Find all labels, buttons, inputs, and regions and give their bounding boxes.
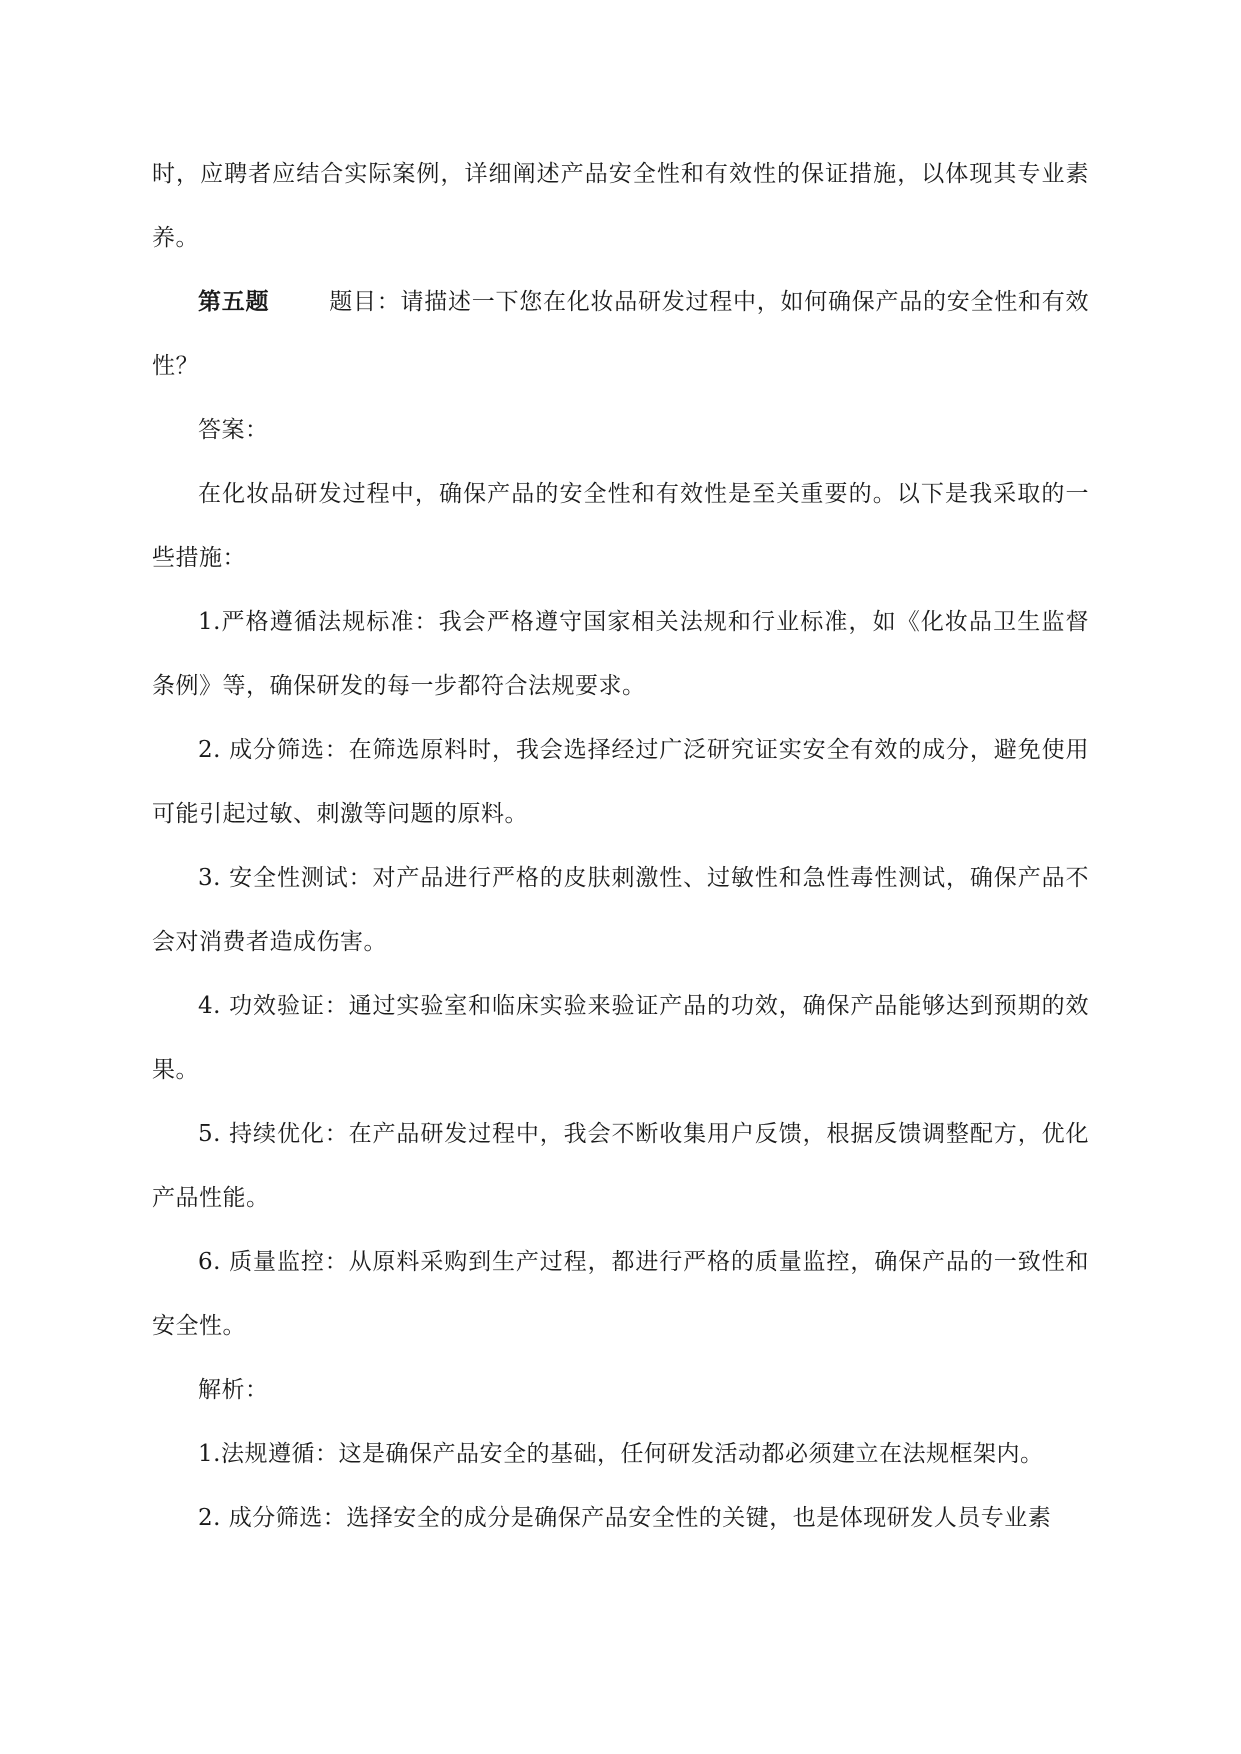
analysis-item-1: 1.法规遵循：这是确保产品安全的基础，任何研发活动都必须建立在法规框架内。 <box>198 1441 1044 1467</box>
question-text: 题目：请描述一下您在化妆品研发过程中，如何确保产品的安全性和有效性？ <box>152 289 1089 379</box>
answer-item-2: 2. 成分筛选：在筛选原料时，我会选择经过广泛研究证实安全有效的成分，避免使用可能引起过敏、刺激等问题的原料。 <box>152 737 1089 827</box>
analysis-item-2: 2. 成分筛选：选择安全的成分是确保产品安全性的关键，也是体现研发人员专业素 <box>198 1505 1052 1531</box>
answer-label: 答案： <box>198 417 269 443</box>
answer-item-4: 4. 功效验证：通过实验室和临床实验来验证产品的功效，确保产品能够达到预期的效果。 <box>152 993 1089 1083</box>
answer-item-6: 6. 质量监控：从原料采购到生产过程，都进行严格的质量监控，确保产品的一致性和安全性。 <box>152 1249 1089 1339</box>
analysis-label: 解析： <box>198 1377 269 1403</box>
answer-item-3: 3. 安全性测试：对产品进行严格的皮肤刺激性、过敏性和急性毒性测试，确保产品不会对消费者造成伤害。 <box>152 865 1089 955</box>
answer-item-1: 1.严格遵循法规标准：我会严格遵守国家相关法规和行业标准，如《化妆品卫生监督条例》等，确保研发的每一步都符合法规要求。 <box>152 609 1089 699</box>
answer-item-5: 5. 持续优化：在产品研发过程中，我会不断收集用户反馈，根据反馈调整配方，优化产品性能。 <box>152 1121 1089 1211</box>
question-number: 第五题 <box>198 289 270 315</box>
question-heading <box>152 270 1089 398</box>
answer-intro: 在化妆品研发过程中，确保产品的安全性和有效性是至关重要的。以下是我采取的一些措施： <box>152 481 1089 571</box>
paragraph-continuation: 时，应聘者应结合实际案例，详细阐述产品安全性和有效性的保证措施，以体现其专业素养。 <box>152 161 1089 251</box>
document-body <box>152 142 1089 1550</box>
